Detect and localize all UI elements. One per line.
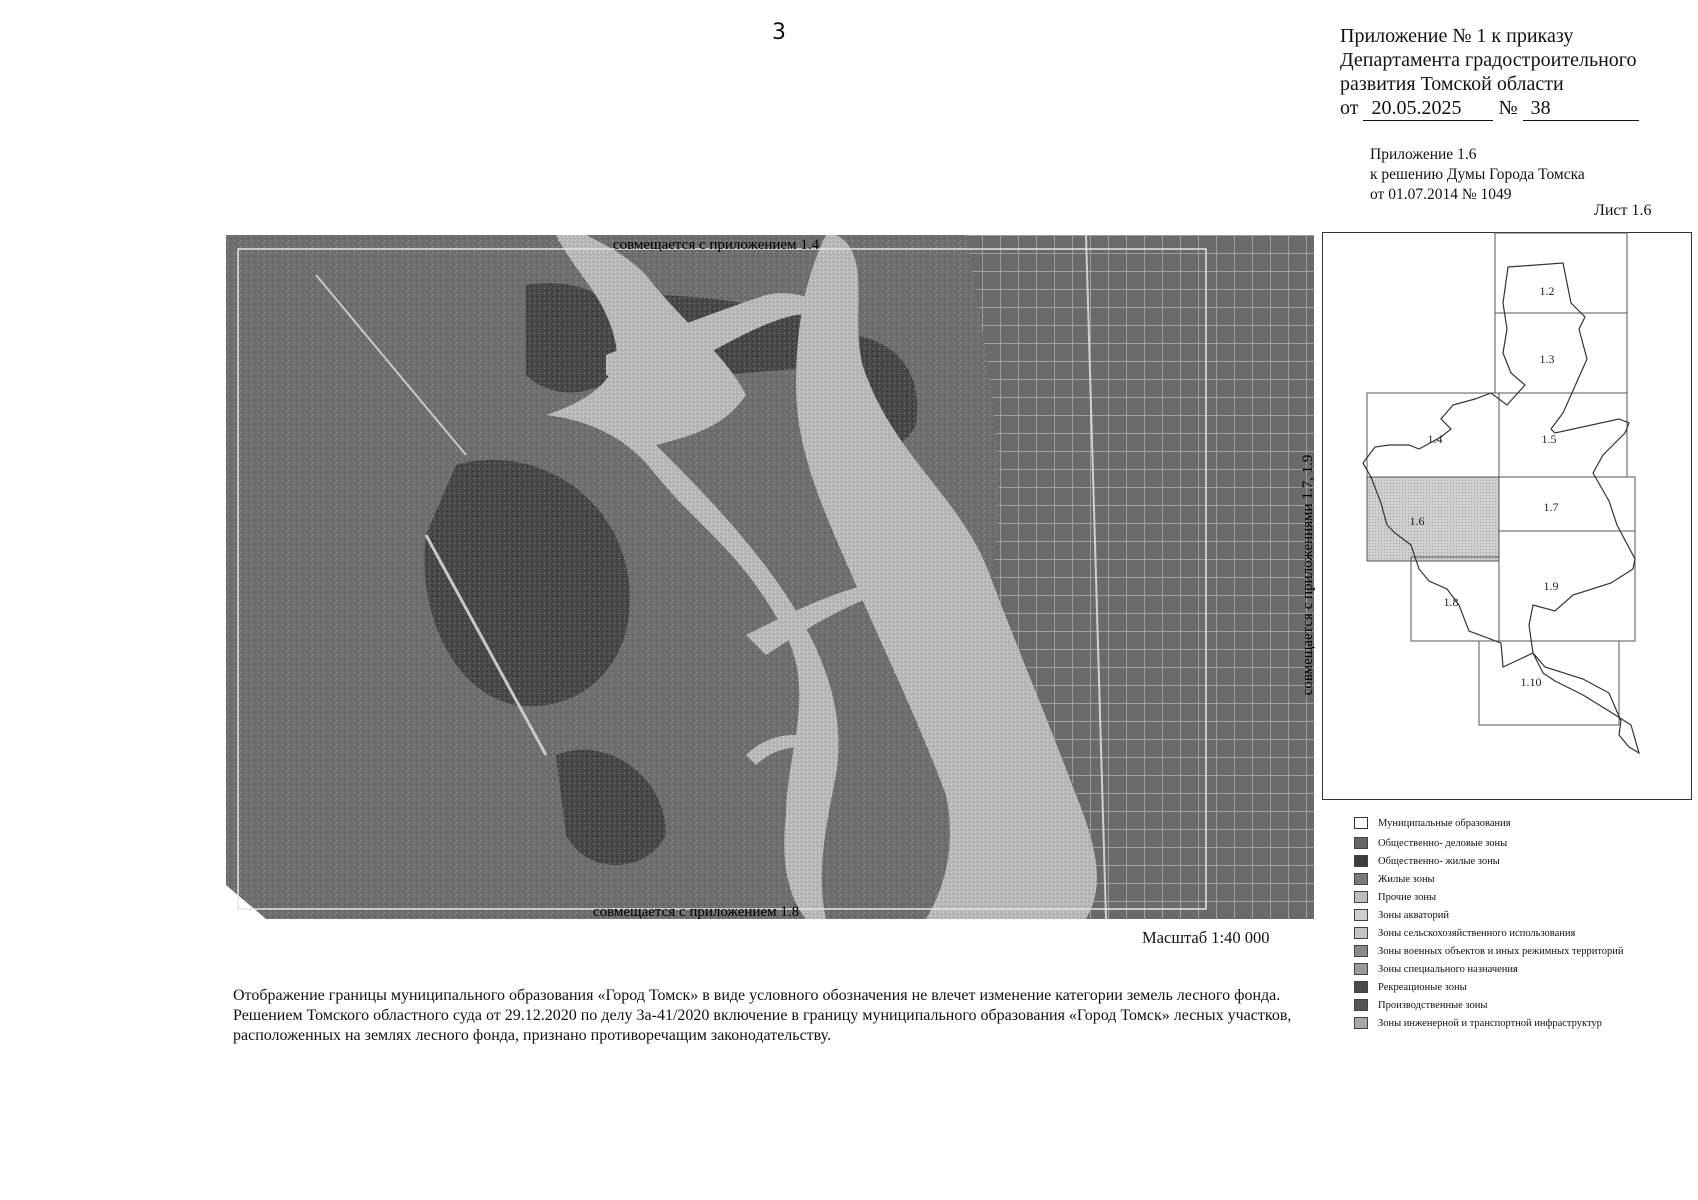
main-map-canvas [226,235,1314,919]
sheet-cell-1-6 [1367,477,1499,561]
sheet-cell-label: 1.6 [1409,514,1425,528]
legend-swatch [1354,963,1368,975]
sheet-cell-1-3 [1495,313,1627,393]
order-date-prefix: от [1340,97,1359,119]
legend-swatch [1354,1017,1368,1029]
main-map [226,235,1314,919]
sheet-label: Лист 1.6 [1594,202,1652,219]
sheet-cell-label: 1.5 [1541,432,1557,446]
order-number-value: 38 [1523,96,1639,121]
legend-label: Жилые зоны [1378,873,1435,885]
legend-swatch [1354,981,1368,993]
decision-header [1370,145,1585,205]
sheet-cell-label: 1.2 [1539,284,1555,298]
decision-header-line2: к решению Думы Города Томска [1370,166,1585,183]
legend-swatch [1354,999,1368,1011]
sheet-cell-1-7 [1499,477,1635,531]
legal-note: Отображение границы муниципального образования «Город Томск» в виде условного обозначения не влечет изменение категории земель лесного фонда. Решением Томского областного суда от 29.12.2020 по делу 3а-41/2020 включение в границу муниципального образования «Город Томск» лесных участков, расположенных на землях лесного фонда, признано противоречащим законодательству. [233,987,1292,1044]
scale-label: Масштаб 1:40 000 [1142,928,1270,947]
legend-label: Рекреационые зоны [1378,981,1467,993]
legend-label: Прочие зоны [1378,891,1437,903]
sheet-cell-1-9 [1499,531,1635,641]
order-header-line1: Приложение № 1 к приказу [1340,25,1574,47]
order-number-prefix: № [1498,97,1518,119]
legend-item [1354,852,1694,870]
legend-label: Общественно- жилые зоны [1378,855,1500,867]
top-edge-label: совмещается с приложением 1.4 [612,237,820,253]
right-edge-label: совмещается с приложениями 1.7, 1.9 [1300,454,1316,696]
order-header-line3: развития Томской области [1340,73,1564,95]
legend-item [1354,812,1694,834]
decision-header-line1: Приложение 1.6 [1370,146,1477,163]
legend-item [1354,924,1694,942]
legend-swatch [1354,927,1368,939]
legend-swatch [1354,837,1368,849]
legend-label: Зоны акваторий [1378,909,1449,921]
legend-item [1354,906,1694,924]
decision-header-line3: от 01.07.2014 № 1049 [1370,186,1512,203]
sheet-cell-label: 1.9 [1543,579,1559,593]
legend-label: Производственные зоны [1378,999,1488,1011]
legend-label: Общественно- деловые зоны [1378,837,1508,849]
sheet-index-canvas [1323,233,1691,799]
sheet-cell-label: 1.8 [1443,595,1459,609]
legend-label: Зоны инженерной и транспортной инфраструктур [1378,1017,1602,1029]
legend-swatch [1354,817,1368,829]
legend-item [1354,1014,1694,1032]
legend-label: Зоны сельскохозяйственного использования [1378,927,1576,939]
sheet-index-grid [1367,233,1635,725]
legend-label: Муниципальные образования [1378,817,1511,829]
page-number: 3 [772,20,786,45]
sheet-index-map [1322,232,1692,800]
order-header [1340,24,1639,121]
legend-item [1354,888,1694,906]
sheet-cell-1-2 [1495,233,1627,313]
legend-swatch [1354,945,1368,957]
order-date-line [1340,96,1639,121]
legend-swatch [1354,855,1368,867]
legend-swatch [1354,891,1368,903]
legend-swatch [1354,873,1368,885]
legend-label: Зоны специального назначения [1378,963,1518,975]
order-header-line2: Департамента градостроительного [1340,49,1637,71]
bottom-edge-label: совмещается с приложением 1.8 [592,904,800,920]
order-date-value: 20.05.2025 [1363,96,1493,121]
legend-item [1354,960,1694,978]
sheet-cell-label: 1.10 [1520,675,1542,689]
legend-label: Зоны военных объектов и иных режимных территорий [1378,945,1624,957]
legend-item [1354,942,1694,960]
legend-item [1354,870,1694,888]
legend-item [1354,978,1694,996]
legend-item [1354,996,1694,1014]
sheet-cell-label: 1.7 [1543,500,1559,514]
sheet-cell-1-5 [1499,393,1627,477]
sheet-cell-label: 1.4 [1427,432,1443,446]
legend-swatch [1354,909,1368,921]
legend [1354,812,1694,1032]
sheet-cell-label: 1.3 [1539,352,1555,366]
legend-item [1354,834,1694,852]
sheet-cell-1-10 [1479,641,1619,725]
